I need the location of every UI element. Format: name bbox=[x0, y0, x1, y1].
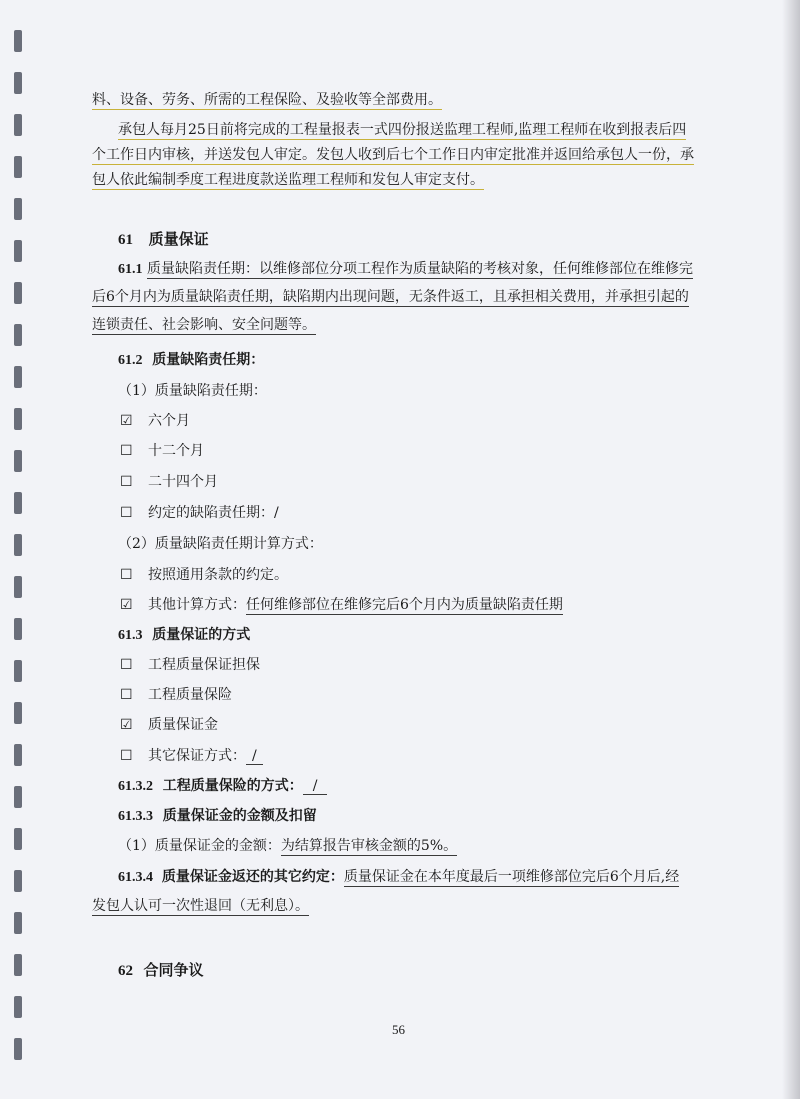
binding-holes bbox=[14, 30, 26, 1070]
option-six-months[interactable]: ☑ 六个月 bbox=[120, 413, 190, 429]
question-1: （1）质量缺陷责任期： bbox=[118, 383, 267, 399]
checkbox-checked-icon[interactable]: ☑ bbox=[120, 413, 133, 429]
clause-61-1-line3: 连锁责任、社会影响、安全问题等。 bbox=[92, 317, 316, 333]
section-heading-61: 61 质量保证 bbox=[118, 230, 209, 248]
checkbox-empty-icon[interactable]: ☐ bbox=[120, 748, 133, 764]
checkbox-empty-icon[interactable]: ☐ bbox=[120, 567, 133, 583]
checkbox-empty-icon[interactable]: ☐ bbox=[120, 443, 133, 459]
checkbox-empty-icon[interactable]: ☐ bbox=[120, 687, 133, 703]
page-number: 56 bbox=[392, 1022, 405, 1037]
option-other-calculation[interactable]: ☑ 其他计算方式：任何维修部位在维修完后6个月内为质量缺陷责任期 bbox=[120, 597, 563, 613]
clause-61-3-3: 61.3.3 质量保证金的金额及扣留 bbox=[118, 808, 317, 824]
clause-61-3-2: 61.3.2 工程质量保险的方式： / bbox=[118, 776, 327, 797]
section-heading-62: 62 合同争议 bbox=[118, 961, 204, 979]
checkbox-empty-icon[interactable]: ☐ bbox=[120, 657, 133, 673]
option-twenty-four-months[interactable]: ☐ 二十四个月 bbox=[120, 474, 218, 490]
option-twelve-months[interactable]: ☐ 十二个月 bbox=[120, 443, 204, 459]
clause-61-3-4-line2: 发包人认可一次性退回（无利息）。 bbox=[92, 898, 309, 914]
option-agreed-period[interactable]: ☐ 约定的缺陷责任期：/ bbox=[120, 505, 279, 521]
clause-61-3: 61.3 质量保证的方式 bbox=[118, 627, 251, 643]
option-other-guarantee[interactable]: ☐ 其它保证方式： / bbox=[120, 746, 263, 766]
paragraph-line: 承包人每月25日前将完成的工程量报表一式四份报送监理工程师,监理工程师在收到报表后四 bbox=[118, 122, 687, 138]
deposit-amount: （1）质量保证金的金额：为结算报告审核金额的5%。 bbox=[118, 838, 458, 854]
clause-61-2: 61.2 质量缺陷责任期： bbox=[118, 352, 265, 368]
paragraph-line: 个工作日内审核，并送发包人审定。发包人收到后七个工作日内审定批准并返回给承包人一份，承 bbox=[92, 147, 694, 163]
checkbox-checked-icon[interactable]: ☑ bbox=[120, 597, 133, 613]
question-2: （2）质量缺陷责任期计算方式： bbox=[118, 536, 323, 552]
clause-61-1: 61.1 质量缺陷责任期：以维修部位分项工程作为质量缺陷的考核对象，任何维修部位在维修完 bbox=[118, 261, 693, 277]
paragraph-continuation: 料、设备、劳务、所需的工程保险、及验收等全部费用。 bbox=[92, 92, 442, 108]
checkbox-empty-icon[interactable]: ☐ bbox=[120, 505, 133, 521]
option-quality-deposit[interactable]: ☑ 质量保证金 bbox=[120, 717, 218, 733]
page-edge-shadow bbox=[782, 0, 800, 1099]
checkbox-empty-icon[interactable]: ☐ bbox=[120, 474, 133, 490]
clause-61-3-4: 61.3.4 质量保证金返还的其它约定：质量保证金在本年度最后一项维修部位完后6个月后,经 bbox=[118, 869, 680, 885]
checkbox-checked-icon[interactable]: ☑ bbox=[120, 717, 133, 733]
option-quality-guarantee[interactable]: ☐ 工程质量保证担保 bbox=[120, 657, 260, 673]
paragraph-line: 包人依此编制季度工程进度款送监理工程师和发包人审定支付。 bbox=[92, 172, 484, 188]
clause-61-1-line2: 后6个月内为质量缺陷责任期，缺陷期内出现问题，无条件返工，且承担相关费用，并承担引起的 bbox=[92, 289, 689, 305]
option-general-terms[interactable]: ☐ 按照通用条款的约定。 bbox=[120, 567, 288, 583]
option-quality-insurance[interactable]: ☐ 工程质量保险 bbox=[120, 687, 232, 703]
